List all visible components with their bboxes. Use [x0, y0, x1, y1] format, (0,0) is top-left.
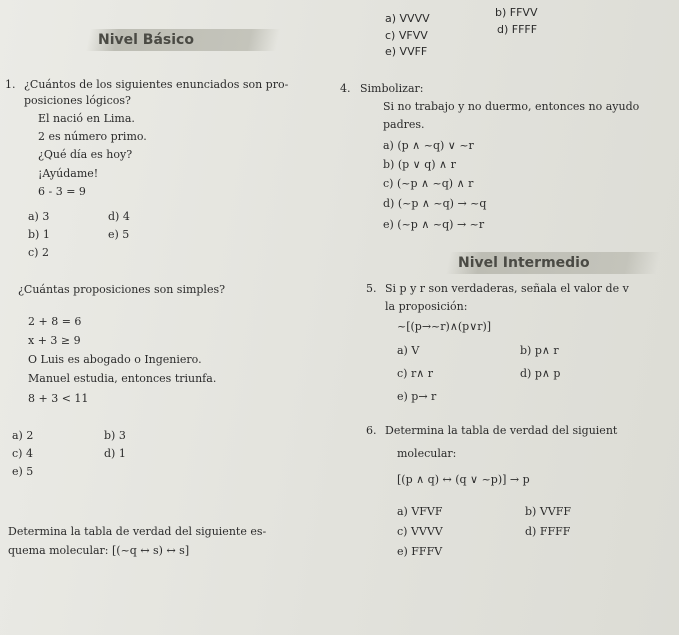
q1-option-a: a) 3	[28, 210, 50, 223]
q5-option-e: e) p→ r	[397, 390, 437, 403]
section-banner-basic: Nivel Básico	[86, 29, 281, 51]
q2-option-c: c) 4	[12, 447, 33, 460]
q4-option-e: e) (~p ∧ ~q) → ~r	[383, 218, 485, 231]
q5-number: 5.	[366, 282, 377, 295]
q5-option-c: c) r∧ r	[397, 367, 434, 380]
q2-item: Manuel estudia, entonces triunfa.	[28, 372, 217, 385]
q5-question-line2: la proposición:	[385, 300, 468, 313]
q1-item: 2 es número primo.	[38, 130, 147, 143]
q5-option-b: b) p∧ r	[520, 344, 559, 357]
top-option-a: a) VVVV	[385, 12, 430, 25]
q6-formula: [(p ∧ q) ↔ (q ∨ ~p)] → p	[397, 473, 530, 486]
q4-option-b: b) (p ∨ q) ∧ r	[383, 158, 456, 171]
section-banner-intermediate: Nivel Intermedio	[446, 252, 661, 274]
q4-number: 4.	[340, 82, 351, 95]
top-option-c: c) VFVV	[385, 29, 428, 42]
q4-title: Simbolizar:	[360, 82, 424, 95]
q1-option-b: b) 1	[28, 228, 50, 241]
q4-option-d: d) (~p ∧ ~q) → ~q	[383, 197, 487, 210]
q2-question: ¿Cuántas proposiciones son simples?	[18, 283, 226, 296]
q4-statement-line2: padres.	[383, 118, 425, 131]
q1-question-line2: posiciones lógicos?	[24, 94, 131, 107]
q2-option-d: d) 1	[104, 447, 126, 460]
q1-option-d: d) 4	[108, 210, 130, 223]
top-option-d: d) FFFF	[497, 23, 538, 36]
q1-question-line1: ¿Cuántos de los siguientes enunciados son pro-	[24, 78, 289, 91]
q2-item: x + 3 ≥ 9	[28, 334, 81, 347]
q6-option-c: c) VVVV	[397, 525, 443, 538]
q2-option-e: e) 5	[12, 465, 34, 478]
q2-item: O Luis es abogado o Ingeniero.	[28, 353, 202, 366]
q4-statement-line1: Si no trabajo y no duermo, entonces no ayudo	[383, 100, 640, 113]
q1-item: ¿Qué día es hoy?	[38, 148, 133, 161]
q4-option-c: c) (~p ∧ ~q) ∧ r	[383, 177, 474, 190]
q1-item: El nació en Lima.	[38, 112, 135, 125]
q6-number: 6.	[366, 424, 377, 437]
q5-option-d: d) p∧ p	[520, 367, 561, 380]
q2-item: 2 + 8 = 6	[28, 315, 82, 328]
q6-option-e: e) FFFV	[397, 545, 443, 558]
q6-option-b: b) VVFF	[525, 505, 571, 518]
q6-option-a: a) VFVF	[397, 505, 443, 518]
q1-option-e: e) 5	[108, 228, 130, 241]
q2-item: 8 + 3 < 11	[28, 392, 89, 405]
q3-question-line1: Determina la tabla de verdad del siguiente es-	[8, 525, 267, 538]
top-option-e: e) VVFF	[385, 45, 428, 58]
q1-option-c: c) 2	[28, 246, 49, 259]
q6-question-line2: molecular:	[397, 447, 457, 460]
q1-number: 1.	[5, 78, 16, 91]
q1-item: ¡Ayúdame!	[38, 167, 99, 180]
q5-question-line1: Si p y r son verdaderas, señala el valor de v	[385, 282, 629, 295]
q3-question-line2: quema molecular: [(~q ↔ s) ↔ s]	[8, 544, 190, 557]
q6-option-d: d) FFFF	[525, 525, 571, 538]
top-option-b: b) FFVV	[495, 6, 538, 19]
q5-option-a: a) V	[397, 344, 420, 357]
q1-item: 6 - 3 = 9	[38, 185, 86, 198]
q6-question-line1: Determina la tabla de verdad del siguient	[385, 424, 618, 437]
q2-option-a: a) 2	[12, 429, 34, 442]
q5-formula: ~[(p→~r)∧(p∨r)]	[397, 320, 492, 333]
q4-option-a: a) (p ∧ ~q) ∨ ~r	[383, 139, 474, 152]
q2-option-b: b) 3	[104, 429, 126, 442]
